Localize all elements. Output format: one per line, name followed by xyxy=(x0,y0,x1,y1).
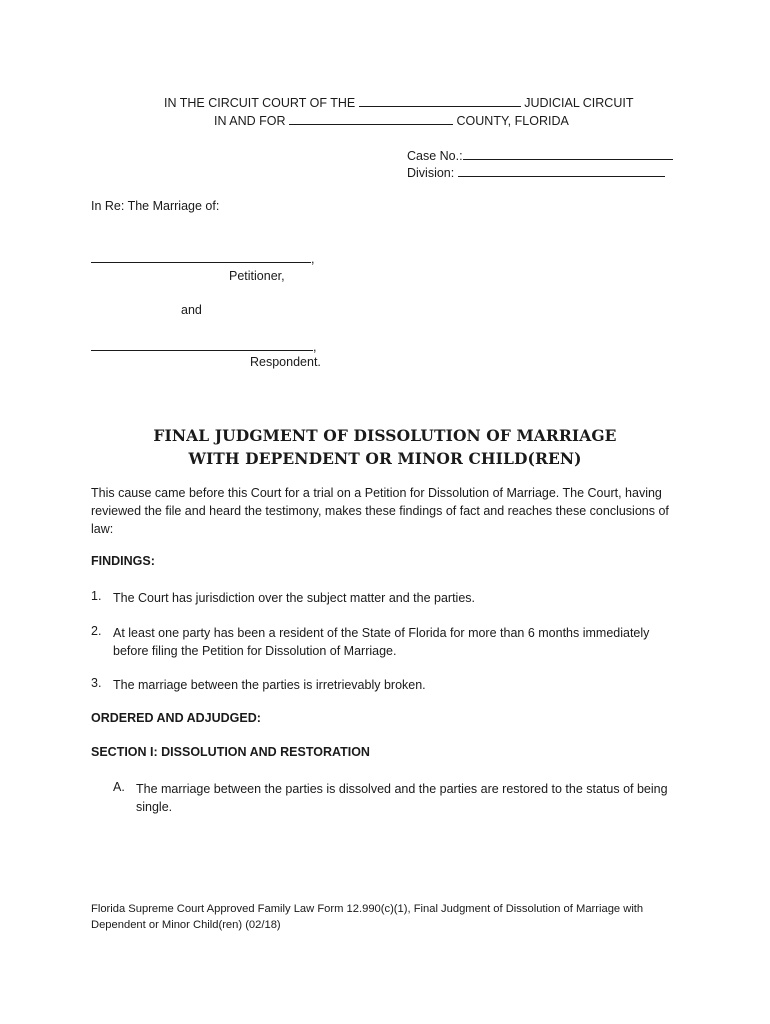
intro-paragraph xyxy=(91,484,691,538)
in-re-label: In Re: The Marriage of: xyxy=(91,199,220,213)
intro-line: This cause came before this Court for a trial on a Petition for Dissolution of Marriage. The Court, having xyxy=(91,486,662,500)
and-label: and xyxy=(181,303,202,317)
finding-1-number: 1. xyxy=(91,589,102,603)
item-a-text: The marriage between the parties is dissolved and the parties are restored to the status of being single. xyxy=(136,782,668,814)
form-footer xyxy=(91,901,643,933)
division-label: Division: xyxy=(407,166,455,180)
ordered-heading: ORDERED AND ADJUDGED: xyxy=(91,711,261,725)
circuit-number-blank[interactable] xyxy=(359,94,521,107)
item-a-letter: A. xyxy=(113,780,125,794)
document-title-line1: FINAL JUDGMENT OF DISSOLUTION OF MARRIAGE xyxy=(153,426,617,445)
finding-3-number: 3. xyxy=(91,676,102,690)
finding-2-number: 2. xyxy=(91,624,102,638)
court-header-line1 xyxy=(164,94,633,110)
footer-line: Dependent or Minor Child(ren) (02/18) xyxy=(91,919,281,931)
petitioner-label: Petitioner, xyxy=(229,269,285,283)
findings-heading: FINDINGS: xyxy=(91,554,155,568)
finding-1-text: The Court has jurisdiction over the subject matter and the parties. xyxy=(113,591,475,605)
finding-3-text: The marriage between the parties is irretrievably broken. xyxy=(113,678,426,692)
division-row xyxy=(407,164,665,180)
footer-line: Florida Supreme Court Approved Family Law Form 12.990(c)(1), Final Judgment of Dissolution of Marriage with xyxy=(91,903,644,915)
in-and-for-label: IN AND FOR xyxy=(214,114,286,128)
document-title-line2: WITH DEPENDENT OR MINOR CHILD(REN) xyxy=(188,449,582,468)
case-number-blank[interactable] xyxy=(463,147,673,160)
petitioner-name-line[interactable] xyxy=(91,262,311,263)
respondent-label: Respondent. xyxy=(250,355,321,369)
court-header-line2 xyxy=(214,112,569,128)
court-prefix: IN THE CIRCUIT COURT OF THE xyxy=(164,96,356,110)
case-number-row xyxy=(407,147,673,163)
county-blank[interactable] xyxy=(289,112,453,125)
case-no-label: Case No.: xyxy=(407,149,463,163)
intro-line: law: xyxy=(91,522,114,536)
division-blank[interactable] xyxy=(458,164,665,177)
judicial-circuit-label: JUDICIAL CIRCUIT xyxy=(524,96,634,110)
petitioner-comma: , xyxy=(311,252,315,266)
section-1-heading: SECTION I: DISSOLUTION AND RESTORATION xyxy=(91,745,370,759)
intro-line: reviewed the file and heard the testimony, makes these findings of fact and reaches these conclusions of xyxy=(91,504,669,518)
finding-2-text: At least one party has been a resident of the State of Florida for more than 6 months immediately before filing the Petition for Dissolution of Marriage. xyxy=(113,626,650,658)
respondent-comma: , xyxy=(313,340,317,354)
county-florida-label: COUNTY, FLORIDA xyxy=(456,114,569,128)
respondent-name-line[interactable] xyxy=(91,350,313,351)
